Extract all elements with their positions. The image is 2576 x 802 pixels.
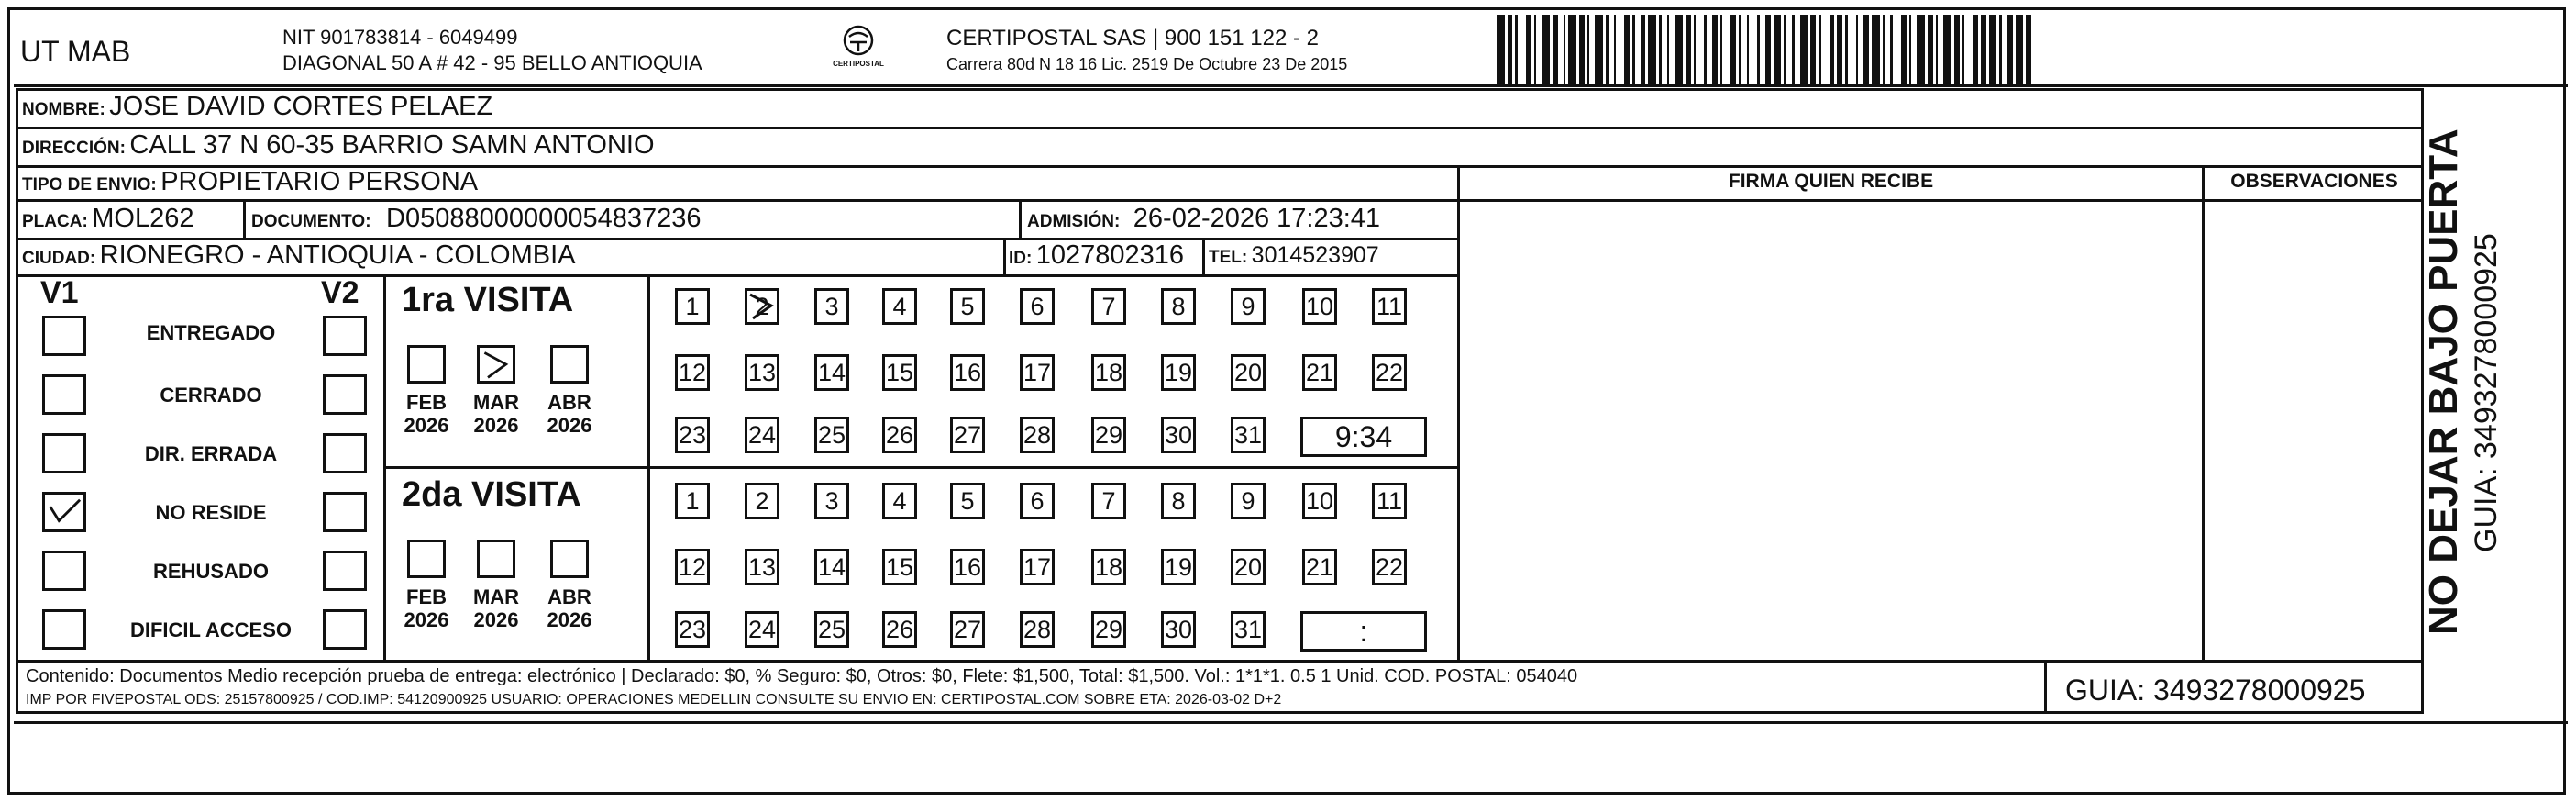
month-label: [541, 585, 598, 631]
divider: [16, 127, 2424, 129]
v2-checkbox[interactable]: [323, 433, 367, 473]
v2-checkbox[interactable]: [323, 551, 367, 591]
day-box[interactable]: 21: [1302, 549, 1337, 585]
barcode-bar: [1819, 15, 1821, 84]
admision-field: [1027, 204, 1380, 234]
v1-checkbox[interactable]: [42, 374, 86, 415]
divider: [1019, 201, 1022, 239]
status-label: NO RESIDE: [155, 501, 267, 524]
barcode-bar: [1564, 15, 1566, 84]
day-box[interactable]: 13: [745, 354, 779, 391]
barcode-bar: [1508, 15, 1513, 84]
v2-checkbox[interactable]: [323, 609, 367, 650]
barcode-bar: [1648, 15, 1656, 84]
id-value: 1027802316: [1035, 240, 1185, 270]
barcode-bar: [1542, 15, 1550, 84]
month-label: [541, 391, 598, 437]
v2-checkbox[interactable]: [323, 316, 367, 356]
barcode-bar: [1917, 15, 1925, 84]
nombre-value: JOSE DAVID CORTES PELAEZ: [109, 92, 493, 121]
barcode-bar: [1872, 15, 1880, 84]
barcode-bar: [1720, 15, 1723, 84]
day-box[interactable]: 18: [1091, 549, 1126, 585]
barcode-bar: [1837, 15, 1842, 84]
day-box[interactable]: 19: [1161, 354, 1196, 391]
month-label: [468, 391, 525, 437]
month-year: 2026: [473, 414, 519, 437]
barcode-bar: [1730, 15, 1736, 84]
sender-nit: NIT 901783814 - 6049499: [282, 26, 518, 49]
day-box[interactable]: 22: [1372, 354, 1407, 391]
barcode-bar: [1712, 15, 1718, 84]
day-box[interactable]: 3: [814, 288, 849, 325]
month-year: 2026: [547, 414, 592, 437]
barcode-bar: [1792, 15, 1795, 84]
barcode-bar: [1999, 15, 2002, 84]
month-checkbox[interactable]: [550, 345, 589, 384]
time-box[interactable]: :: [1300, 611, 1427, 652]
day-box[interactable]: 7: [1091, 483, 1126, 519]
day-box[interactable]: 30: [1161, 417, 1196, 453]
day-box[interactable]: 17: [1020, 549, 1055, 585]
tel-value: 3014523907: [1251, 242, 1379, 268]
divider: [2044, 660, 2047, 714]
day-box[interactable]: 31: [1231, 417, 1266, 453]
v2-checkbox[interactable]: [323, 374, 367, 415]
direccion-value: CALL 37 N 60-35 BARRIO SAMN ANTONIO: [129, 130, 655, 160]
admision-value: 26-02-2026 17:23:41: [1133, 204, 1381, 233]
barcode-bar: [1774, 15, 1782, 84]
courier-company: CERTIPOSTAL SAS | 900 151 122 - 2: [946, 26, 1319, 50]
barcode-bar: [1936, 15, 1939, 84]
status-label: DIFICIL ACCESO: [129, 618, 292, 641]
check-mark-icon: [45, 495, 83, 529]
ciudad-field: [22, 240, 576, 271]
v1-checkbox[interactable]: [42, 316, 86, 356]
documento-label: DOCUMENTO:: [251, 212, 371, 231]
barcode-bar: [1686, 15, 1691, 84]
divider: [16, 660, 2424, 663]
day-box[interactable]: 26: [882, 611, 917, 648]
month-year: 2026: [404, 608, 449, 631]
barcode-bar: [1595, 15, 1603, 84]
day-box[interactable]: 25: [814, 417, 849, 453]
day-box[interactable]: 15: [882, 549, 917, 585]
day-box[interactable]: 11: [1372, 483, 1407, 519]
month-name: FEB: [406, 585, 447, 608]
day-box[interactable]: 15: [882, 354, 917, 391]
day-box[interactable]: 26: [882, 417, 917, 453]
barcode-bar: [1624, 15, 1630, 84]
v1-checkbox[interactable]: [42, 551, 86, 591]
certipostal-logo-icon: [840, 24, 877, 57]
logo-text: CERTIPOSTAL: [833, 60, 884, 68]
day-box[interactable]: 23: [675, 417, 710, 453]
barcode-bar: [1856, 15, 1859, 84]
nombre-field: [22, 92, 492, 122]
barcode-bar: [1641, 15, 1646, 84]
barcode-bar: [1497, 15, 1505, 84]
day-box[interactable]: 5: [950, 288, 985, 325]
day-box[interactable]: 25: [814, 611, 849, 648]
divider: [14, 84, 2568, 87]
divider: [647, 276, 650, 660]
tipo-envio-value: PROPIETARIO PERSONA: [160, 167, 479, 196]
v2-label: V2: [321, 275, 359, 310]
barcode-bar: [1989, 15, 1997, 84]
day-box[interactable]: 4: [882, 288, 917, 325]
month-year: 2026: [473, 608, 519, 631]
barcode-bar: [1747, 15, 1750, 84]
month-name: FEB: [406, 391, 447, 414]
day-box[interactable]: 4: [882, 483, 917, 519]
documento-field: [251, 204, 702, 234]
day-box[interactable]: 14: [814, 354, 849, 391]
documento-value: D05088000000054837236: [386, 204, 702, 233]
month-checkbox[interactable]: [477, 345, 515, 384]
barcode-bar: [1810, 15, 1816, 84]
day-box[interactable]: 10: [1302, 288, 1337, 325]
day-box[interactable]: 1: [675, 483, 710, 519]
v1-label: V1: [40, 275, 79, 310]
day-box[interactable]: 24: [745, 611, 779, 648]
barcode-bar: [1909, 15, 1912, 84]
barcode-bar: [1890, 15, 1893, 84]
day-box[interactable]: 30: [1161, 611, 1196, 648]
barcode-bar: [1568, 15, 1576, 84]
barcode-bar: [1579, 15, 1585, 84]
status-label: REHUSADO: [153, 560, 269, 583]
month-name: ABR: [547, 585, 591, 608]
day-box[interactable]: 16: [950, 549, 985, 585]
barcode-bar: [1883, 15, 1885, 84]
day-box[interactable]: 12: [675, 354, 710, 391]
month-checkbox[interactable]: [550, 540, 589, 578]
placa-value: MOL262: [92, 204, 194, 233]
observaciones-header: OBSERVACIONES: [2230, 171, 2398, 192]
day-box[interactable]: 6: [1020, 483, 1055, 519]
v1-checkbox[interactable]: [42, 609, 86, 650]
day-box[interactable]: 8: [1161, 288, 1196, 325]
day-box[interactable]: 12: [675, 549, 710, 585]
v1-checkbox[interactable]: [42, 433, 86, 473]
nombre-label: NOMBRE:: [22, 100, 105, 119]
month-year: 2026: [404, 414, 449, 437]
day-box[interactable]: 29: [1091, 417, 1126, 453]
barcode-bar: [1553, 15, 1558, 84]
divider: [1202, 239, 1205, 276]
day-box[interactable]: 3: [814, 483, 849, 519]
day-box[interactable]: 28: [1020, 417, 1055, 453]
admision-label: ADMISIÓN:: [1027, 212, 1121, 231]
day-box[interactable]: 11: [1372, 288, 1407, 325]
day-box[interactable]: 5: [950, 483, 985, 519]
barcode-bar: [2026, 15, 2031, 84]
divider: [14, 721, 2568, 724]
day-box[interactable]: 20: [1231, 354, 1266, 391]
barcode-bar: [1784, 15, 1786, 84]
barcode-bar: [1675, 15, 1683, 84]
month-name: MAR: [472, 391, 520, 414]
divider: [2202, 165, 2205, 660]
day-box[interactable]: 13: [745, 549, 779, 585]
barcode: [1497, 15, 2414, 84]
barcode-bar: [1928, 15, 1933, 84]
footer-content-line: Contenido: Documentos Medio recepción prueba de entrega: electrónico | Declarado: $0, % Seguro: $0, Otros: $0, Flete: $1,500, Total: $1,500. Vol.: 1*1*1. 0.5 1 Unid. COD. POSTAL: 054040: [26, 666, 1578, 686]
day-box[interactable]: 17: [1020, 354, 1055, 391]
day-box[interactable]: 1: [675, 288, 710, 325]
barcode-bar: [1757, 15, 1760, 84]
barcode-bar: [1632, 15, 1635, 84]
divider: [16, 199, 1457, 202]
barcode-bar: [1659, 15, 1662, 84]
day-box[interactable]: 28: [1020, 611, 1055, 648]
barcode-bar: [2016, 15, 2024, 84]
v1-checkbox[interactable]: [42, 492, 86, 532]
divider: [1457, 199, 2424, 202]
status-label: ENTREGADO: [146, 321, 276, 344]
month-label: [398, 391, 455, 437]
barcode-bar: [1981, 15, 1986, 84]
barcode-bar: [1845, 15, 1848, 84]
month-name: ABR: [547, 391, 591, 414]
check-mark-icon: [480, 348, 513, 381]
month-checkbox[interactable]: [407, 345, 446, 384]
day-box[interactable]: 18: [1091, 354, 1126, 391]
ciudad-label: CIUDAD:: [22, 249, 96, 268]
day-box[interactable]: 27: [950, 611, 985, 648]
day-box[interactable]: 31: [1231, 611, 1266, 648]
divider: [243, 201, 246, 239]
tipo-envio-label: TIPO DE ENVIO:: [22, 175, 157, 195]
tel-field: [1209, 242, 1379, 269]
barcode-bar: [1704, 15, 1707, 84]
divider: [1457, 165, 1460, 660]
month-name: MAR: [472, 585, 520, 608]
day-box[interactable]: 22: [1372, 549, 1407, 585]
barcode-bar: [1694, 15, 1697, 84]
side-warning: NO DEJAR BAJO PUERTA: [2421, 128, 2466, 635]
day-box[interactable]: 2: [745, 288, 779, 325]
divider: [383, 466, 1458, 469]
month-label: [398, 585, 455, 631]
month-year: 2026: [547, 608, 592, 631]
check-mark-icon: [747, 291, 777, 322]
footer-print-line: IMP POR FIVEPOSTAL ODS: 25157800925 / COD.IMP: 54120900925 USUARIO: OPERACIONES MEDELLIN CONSULTE SU ENVIO EN: CERTIPOSTAL.COM SOBRE ETA: 2026-03-02 D+2: [26, 692, 1282, 707]
day-box[interactable]: 8: [1161, 483, 1196, 519]
divider: [1003, 239, 1006, 276]
day-box[interactable]: 6: [1020, 288, 1055, 325]
sender-code: UT MAB: [20, 35, 131, 68]
barcode-bar: [1534, 15, 1537, 84]
barcode-bar: [2007, 15, 2013, 84]
barcode-bar: [1739, 15, 1741, 84]
id-field: [1009, 240, 1184, 271]
month-label: [468, 585, 525, 631]
day-box[interactable]: 14: [814, 549, 849, 585]
day-box[interactable]: 7: [1091, 288, 1126, 325]
barcode-bar: [1667, 15, 1670, 84]
barcode-bar: [1526, 15, 1531, 84]
day-box[interactable]: 21: [1302, 354, 1337, 391]
barcode-bar: [1954, 15, 1960, 84]
status-label: CERRADO: [160, 384, 262, 407]
direccion-label: DIRECCIÓN:: [22, 139, 126, 158]
day-box[interactable]: 9: [1231, 483, 1266, 519]
month-checkbox[interactable]: [407, 540, 446, 578]
id-label: ID:: [1009, 249, 1033, 268]
courier-license: Carrera 80d N 18 16 Lic. 2519 De Octubre 23 De 2015: [946, 55, 1348, 73]
day-box[interactable]: 27: [950, 417, 985, 453]
day-box[interactable]: 9: [1231, 288, 1266, 325]
status-label: DIR. ERRADA: [144, 442, 278, 465]
v2-checkbox[interactable]: [323, 492, 367, 532]
visit-title: 1ra VISITA: [402, 281, 574, 319]
day-box[interactable]: 23: [675, 611, 710, 648]
barcode-bar: [1830, 15, 1835, 84]
day-box[interactable]: 20: [1231, 549, 1266, 585]
footer-guia: GUIA: 3493278000925: [2065, 674, 2366, 707]
ciudad-value: RIONEGRO - ANTIOQUIA - COLOMBIA: [99, 240, 576, 270]
month-checkbox[interactable]: [477, 540, 515, 578]
side-guia: GUIA: 3493278000925: [2469, 233, 2504, 552]
direccion-field: [22, 130, 655, 161]
tipo-envio-field: [22, 167, 478, 197]
certipostal-logo: [825, 24, 891, 75]
day-box[interactable]: 10: [1302, 483, 1337, 519]
barcode-bar: [1962, 15, 1965, 84]
barcode-bar: [1901, 15, 1907, 84]
barcode-bar: [1943, 15, 1951, 84]
barcode-bar: [1800, 15, 1808, 84]
visit-title: 2da VISITA: [402, 475, 581, 514]
placa-field: [22, 204, 193, 234]
tel-label: TEL:: [1209, 248, 1248, 267]
barcode-bar: [1606, 15, 1609, 84]
time-box[interactable]: 9:34: [1300, 417, 1427, 457]
day-box[interactable]: 19: [1161, 549, 1196, 585]
sender-address: DIAGONAL 50 A # 42 - 95 BELLO ANTIOQUIA: [282, 51, 702, 74]
barcode-bar: [1614, 15, 1617, 84]
firma-header: FIRMA QUIEN RECIBE: [1728, 171, 1934, 192]
day-box[interactable]: 2: [745, 483, 779, 519]
day-box[interactable]: 16: [950, 354, 985, 391]
barcode-bar: [1765, 15, 1771, 84]
divider: [16, 274, 1457, 277]
placa-label: PLACA:: [22, 212, 88, 231]
day-box[interactable]: 24: [745, 417, 779, 453]
barcode-bar: [1863, 15, 1869, 84]
day-box[interactable]: 29: [1091, 611, 1126, 648]
barcode-bar: [1973, 15, 1978, 84]
barcode-bar: [1515, 15, 1518, 84]
barcode-bar: [1587, 15, 1590, 84]
